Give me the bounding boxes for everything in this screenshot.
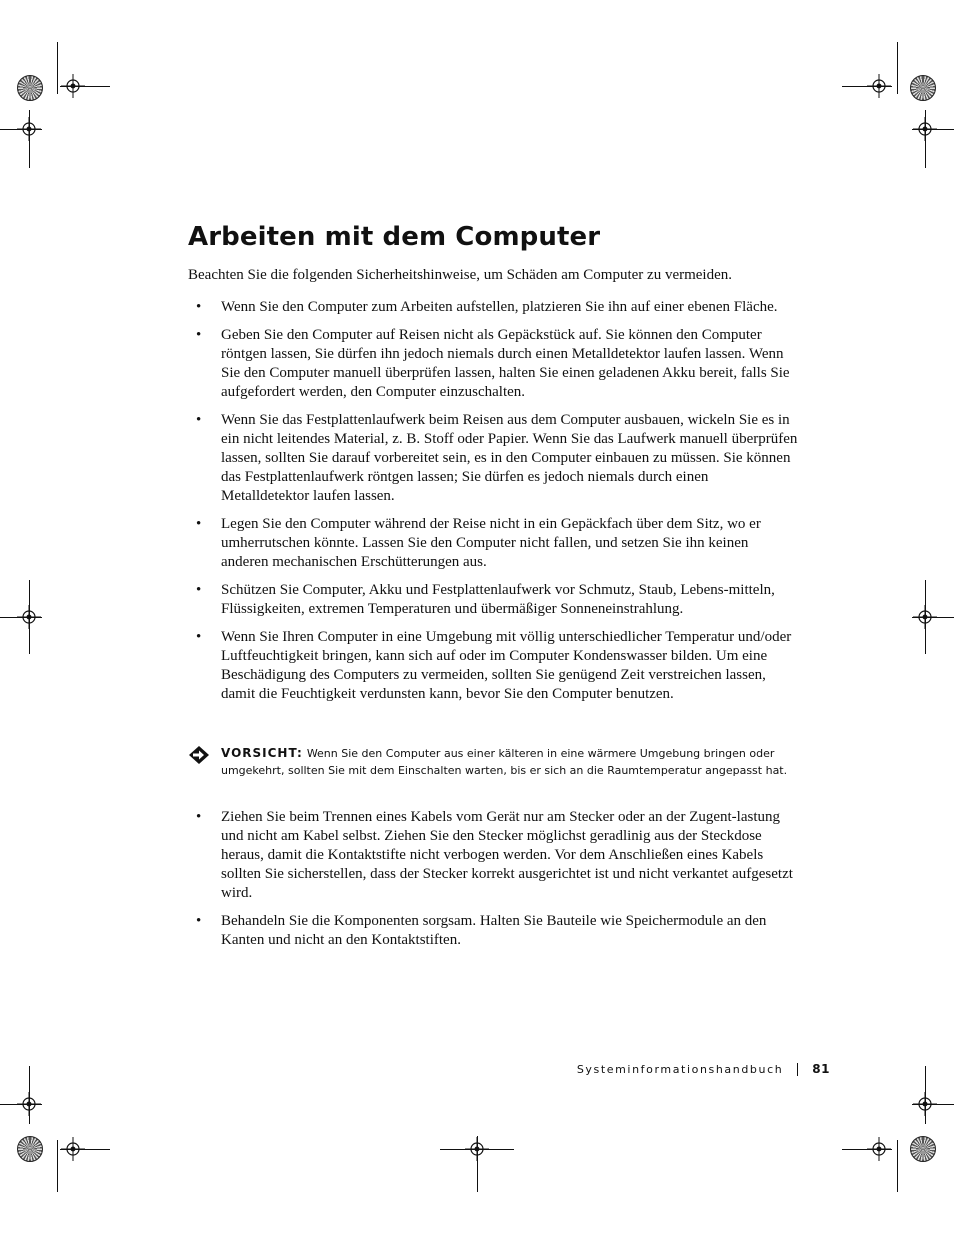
bullet-icon: • bbox=[196, 629, 202, 645]
caution-text: Wenn Sie den Computer aus einer kälteren in eine wärmere Umgebung bringen oder umgekehrt, sollten Sie mit dem Einschalten warten, bis er sich an die Raumtemperatur angepasst hat. bbox=[221, 747, 788, 777]
crosshair-registration-icon bbox=[465, 1137, 489, 1161]
list-item bbox=[188, 581, 798, 619]
bullet-icon: • bbox=[196, 809, 202, 825]
crosshair-registration-icon bbox=[913, 605, 937, 629]
crosshair-registration-icon bbox=[913, 1092, 937, 1116]
bullet-icon: • bbox=[196, 582, 202, 598]
crosshair-registration-icon bbox=[61, 74, 85, 98]
list-item bbox=[188, 515, 798, 572]
book-title: Systeminformationshandbuch bbox=[576, 1062, 784, 1076]
caution-arrow-icon bbox=[188, 745, 210, 765]
caution-notice bbox=[188, 745, 798, 779]
list-item-text: Wenn Sie Ihren Computer in eine Umgebung mit völlig unterschiedlicher Temperatur und/oder Luftfeuchtigkeit bringen, kann sich auf oder im Computer Kondenswasser bilden. Um eine Beschädigung des Computers zu vermeiden, sollten Sie genügend Zeit verstreichen lassen, damit die Feuchtigkeit verdunsten kann, bevor Sie den Computer benutzen. bbox=[221, 629, 792, 702]
list-item-text: Legen Sie den Computer während der Reise nicht in ein Gepäckfach über dem Sitz, wo er umherrutschen könnte. Lassen Sie den Computer nicht fallen, und setzen Sie ihn keinen anderen mechanischen Erschütterungen aus. bbox=[221, 516, 761, 570]
caution-label: VORSICHT: bbox=[221, 746, 303, 760]
list-item-text: Geben Sie den Computer auf Reisen nicht als Gepäckstück auf. Sie können den Computer röntgen lassen, Sie dürfen ihn jedoch niemals durch einen Metalldetektor laufen lassen. Wenn Sie den Computer manuell überprüfen lassen, halten Sie einen geladenen Akku bereit, falls Sie aufgefordert werden, den Computer einzuschalten. bbox=[221, 327, 790, 400]
list-item bbox=[188, 326, 798, 402]
bullet-icon: • bbox=[196, 299, 202, 315]
list-item bbox=[188, 628, 798, 704]
list-item-text: Ziehen Sie beim Trennen eines Kabels vom Gerät nur am Stecker oder an der Zugent-lastung und nicht am Kabel selbst. Ziehen Sie den Stecker möglichst geradlinig aus der Steckdose heraus, damit die Kontaktstifte nicht verbogen werden. Vor dem Anschließen eines Kabels sollten Sie sicherstellen, dass der Stecker korrekt ausgerichtet ist und nicht verkantet aufgesetzt wird. bbox=[221, 809, 793, 901]
list-item bbox=[188, 912, 798, 950]
list-item-text: Behandeln Sie die Komponenten sorgsam. Halten Sie Bauteile wie Speichermodule an den Kanten und nicht an den Kontaktstiften. bbox=[221, 913, 767, 948]
crop-mark bbox=[57, 1140, 58, 1192]
color-wheel-icon bbox=[910, 1136, 936, 1162]
bullet-icon: • bbox=[196, 516, 202, 532]
crosshair-registration-icon bbox=[867, 1137, 891, 1161]
list-item bbox=[188, 411, 798, 506]
crosshair-registration-icon bbox=[913, 117, 937, 141]
footer-divider bbox=[797, 1063, 798, 1076]
intro-paragraph: Beachten Sie die folgenden Sicherheitshinweise, um Schäden am Computer zu vermeiden. bbox=[188, 267, 733, 283]
color-wheel-icon bbox=[17, 75, 43, 101]
color-wheel-icon bbox=[17, 1136, 43, 1162]
list-item-text: Schützen Sie Computer, Akku und Festplattenlaufwerk vor Schmutz, Staub, Lebens-mitteln, Flüssigkeiten, extremen Temperaturen und übermäßiger Sonneneinstrahlung. bbox=[221, 582, 775, 617]
color-wheel-icon bbox=[910, 75, 936, 101]
page-footer bbox=[577, 1062, 830, 1076]
crosshair-registration-icon bbox=[17, 1092, 41, 1116]
page-title: Arbeiten mit dem Computer bbox=[188, 222, 601, 252]
crop-mark bbox=[57, 42, 58, 94]
list-item-text: Wenn Sie das Festplattenlaufwerk beim Reisen aus dem Computer ausbauen, wickeln Sie es in ein nicht leitendes Material, z. B. Stoff oder Papier. Wenn Sie das Laufwerk manuell überprüfen lassen, sollten Sie darauf vorbereitet sein, es in den Computer einbauen zu müssen. Sie können das Festplattenlaufwerk röntgen lassen; Sie dürfen es jedoch niemals durch einen Metalldetektor laufen lassen. bbox=[221, 412, 798, 504]
bullet-icon: • bbox=[196, 412, 202, 428]
bullet-icon: • bbox=[196, 327, 202, 343]
list-item bbox=[188, 808, 798, 903]
crosshair-registration-icon bbox=[61, 1137, 85, 1161]
crosshair-registration-icon bbox=[17, 117, 41, 141]
safety-list-secondary bbox=[188, 808, 798, 959]
page-number: 81 bbox=[812, 1062, 830, 1076]
list-item-text: Wenn Sie den Computer zum Arbeiten aufstellen, platzieren Sie ihn auf einer ebenen Fläche. bbox=[221, 299, 778, 315]
safety-list-primary bbox=[188, 298, 798, 713]
crosshair-registration-icon bbox=[867, 74, 891, 98]
crosshair-registration-icon bbox=[17, 605, 41, 629]
crop-mark bbox=[897, 42, 898, 94]
list-item bbox=[188, 298, 798, 317]
crop-mark bbox=[897, 1140, 898, 1192]
bullet-icon: • bbox=[196, 913, 202, 929]
